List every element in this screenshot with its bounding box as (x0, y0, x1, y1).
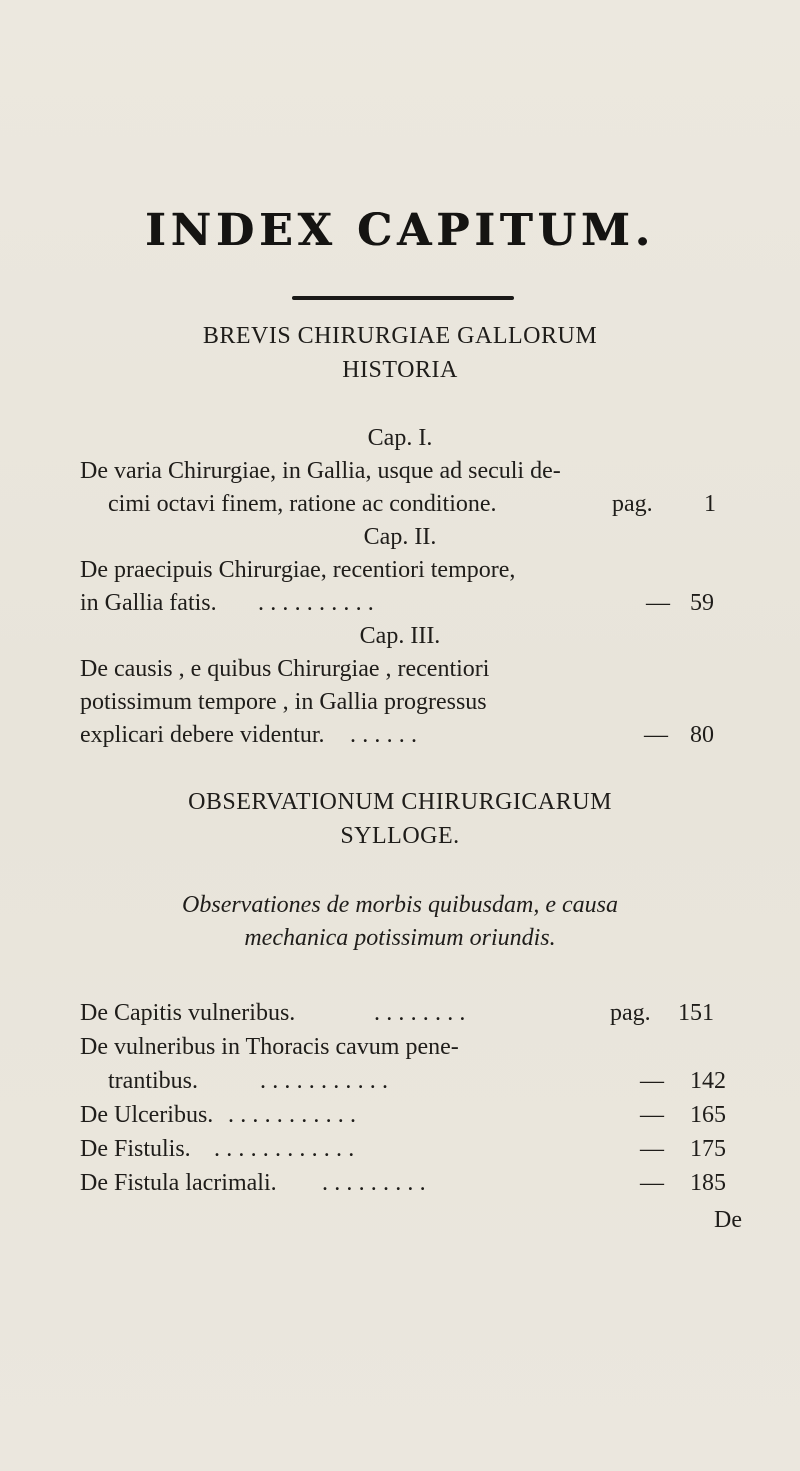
entry-4-leader-dots: ............ (214, 1136, 361, 1162)
entry-5-page: 185 (690, 1170, 726, 1196)
part2-heading-line1: OBSERVATIONUM CHIRURGICARUM (188, 789, 612, 815)
chapter-3-line-3: explicari debere videntur. (80, 722, 325, 748)
entry-3-page-prefix: — (640, 1102, 664, 1128)
chapter-3-page: 80 (690, 722, 714, 748)
chapter-3-page-prefix: — (644, 722, 668, 748)
chapter-2-line-1: De praecipuis Chirurgiae, recentiori tempore, (80, 557, 516, 583)
entry-4-text: De Fistulis. (80, 1136, 191, 1162)
entry-1-leader-dots: ........ (374, 1000, 472, 1026)
entry-3-text: De Ulceribus. (80, 1102, 214, 1128)
part2-subtitle-line2: mechanica potissimum oriundis. (244, 925, 556, 951)
chapter-3-leader-dots: ...... (350, 722, 424, 748)
entry-1-text: De Capitis vulneribus. (80, 1000, 296, 1026)
chapter-2-page-prefix: — (646, 590, 670, 616)
part2-heading-line2: SYLLOGE. (340, 823, 460, 849)
page-title: INDEX CAPITUM. (145, 205, 655, 256)
entry-4-page-prefix: — (640, 1136, 664, 1162)
entry-2-text: De vulneribus in Thoracis cavum pene- (80, 1034, 459, 1060)
chapter-1-page-prefix: pag. (612, 491, 653, 517)
chapter-1-page: 1 (704, 491, 716, 517)
catchword: De (714, 1207, 742, 1233)
entry-5-text: De Fistula lacrimali. (80, 1170, 277, 1196)
chapter-3-line-2: potissimum tempore , in Gallia progressus (80, 689, 487, 715)
entry-2-page: 142 (690, 1068, 726, 1094)
entry-3-page: 165 (690, 1102, 726, 1128)
entry-2-text-continued: trantibus. (108, 1068, 198, 1094)
entry-1-page: 151 (678, 1000, 714, 1026)
chapter-3-line-1: De causis , e quibus Chirurgiae , recentiori (80, 656, 490, 682)
entry-3-leader-dots: ........... (228, 1102, 363, 1128)
chapter-1-line-2: cimi octavi finem, ratione ac conditione. (108, 491, 497, 517)
entry-5-leader-dots: ......... (322, 1170, 432, 1196)
chapter-1-heading: Cap. I. (367, 425, 433, 451)
chapter-1-line-1: De varia Chirurgiae, in Gallia, usque ad seculi de- (80, 458, 561, 484)
entry-5-page-prefix: — (640, 1170, 664, 1196)
chapter-2-page: 59 (690, 590, 714, 616)
entry-2-leader-dots: ........... (260, 1068, 395, 1094)
part1-heading-line2: HISTORIA (342, 357, 458, 383)
chapter-2-heading: Cap. II. (363, 524, 437, 550)
entry-2-page-prefix: — (640, 1068, 664, 1094)
chapter-2-line-2: in Gallia fatis. (80, 590, 217, 616)
part2-subtitle-line1: Observationes de morbis quibusdam, e causa (182, 892, 618, 918)
chapter-2-leader-dots: .......... (258, 590, 380, 616)
entry-1-page-prefix: pag. (610, 1000, 651, 1026)
title-rule (292, 296, 514, 300)
part1-heading-line1: BREVIS CHIRURGIAE GALLORUM (202, 323, 598, 349)
chapter-3-heading: Cap. III. (359, 623, 441, 649)
entry-4-page: 175 (690, 1136, 726, 1162)
